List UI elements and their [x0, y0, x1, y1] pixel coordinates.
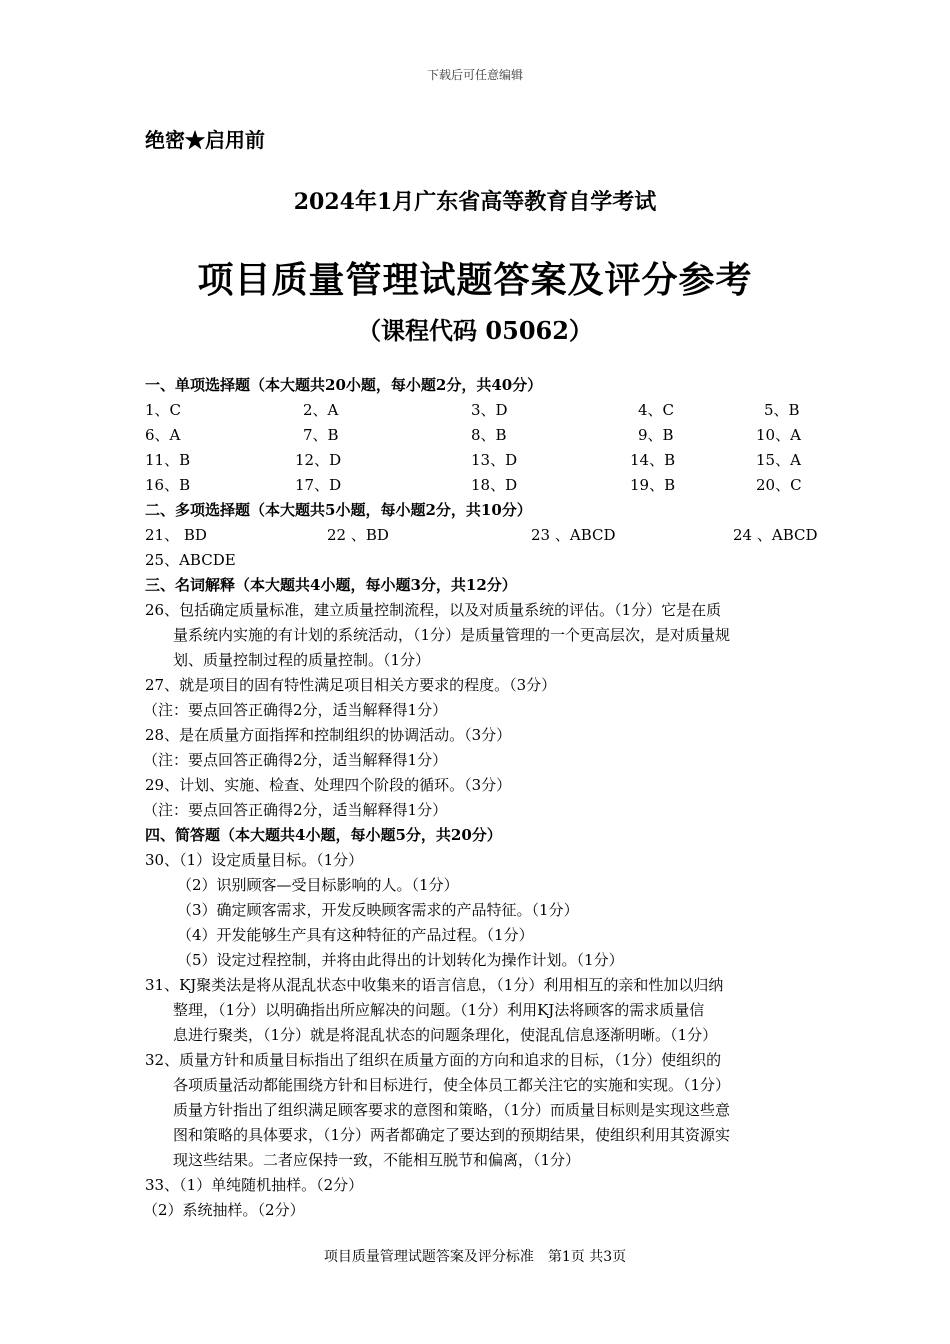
- answer-cell: 15、A: [756, 451, 801, 469]
- answer-cell: 4、C: [638, 401, 675, 419]
- scoring-note: （注：要点回答正确得2分，适当解释得1分）: [143, 701, 448, 719]
- answer-row: [145, 398, 805, 423]
- section-heading-2: 二、多项选择题（本大题共5小题，每小题2分，共10分）: [145, 501, 532, 519]
- answer-line: （2）系统抽样。（2分）: [143, 1201, 305, 1219]
- answer-cell: 3、D: [471, 401, 508, 419]
- answer-cell: 2、A: [303, 401, 339, 419]
- answer-row: [145, 523, 818, 548]
- answer-cell: 10、A: [756, 426, 801, 444]
- answer-line: 27、就是项目的固有特性满足项目相关方要求的程度。（3分）: [145, 676, 557, 694]
- confidential-label: 绝密★启用前: [145, 128, 265, 152]
- answer-line: （5）设定过程控制，并将由此得出的计划转化为操作计划。（1分）: [177, 951, 624, 969]
- answer-cell: 5、B: [764, 401, 800, 419]
- exam-title: 2024年1月广东省高等教育自学考试: [293, 189, 657, 215]
- answer-cell: 6、A: [145, 426, 181, 444]
- answer-cell: 14、B: [630, 451, 676, 469]
- answer-cell: 11、B: [145, 451, 191, 469]
- answer-line: （3）确定顾客需求，开发反映顾客需求的产品特征。（1分）: [177, 901, 579, 919]
- answer-line: 26、包括确定质量标准，建立质量控制流程，以及对质量系统的评估。（1分）它是在质: [145, 601, 722, 619]
- section-heading-4: 四、简答题（本大题共4小题，每小题5分，共20分）: [145, 826, 502, 844]
- answer-line: 整理，（1分）以明确指出所应解决的问题。（1分）利用KJ法将顾客的需求质量信: [173, 1001, 705, 1019]
- answer-cell: 19、B: [630, 476, 676, 494]
- section-heading-3: 三、名词解释（本大题共4小题，每小题3分，共12分）: [145, 576, 517, 594]
- answer-line: 质量方针指出了组织满足顾客要求的意图和策略，（1分）而质量目标则是实现这些意: [173, 1101, 731, 1119]
- answer-cell: 16、B: [145, 476, 191, 494]
- answer-cell: 9、B: [638, 426, 674, 444]
- answer-cell: 21、 BD: [145, 526, 207, 544]
- answer-cell: 20、C: [756, 476, 802, 494]
- main-title: 项目质量管理试题答案及评分参考: [197, 259, 753, 301]
- answer-body: [143, 373, 818, 1223]
- scoring-note: （注：要点回答正确得2分，适当解释得1分）: [143, 751, 448, 769]
- answer-line: 33、（1）单纯随机抽样。（2分）: [145, 1176, 364, 1194]
- answer-line: 31、KJ聚类法是将从混乱状态中收集来的语言信息，（1分）利用相互的亲和性加以归纳: [145, 976, 724, 994]
- answer-line: 图和策略的具体要求，（1分）两者都确定了要达到的预期结果，使组织利用其资源实: [173, 1126, 731, 1144]
- scoring-note: （注：要点回答正确得2分，适当解释得1分）: [143, 801, 448, 819]
- answer-line: 量系统内实施的有计划的系统活动，（1分）是质量管理的一个更高层次，是对质量规: [173, 626, 731, 644]
- answer-cell: 13、D: [471, 451, 518, 469]
- answer-line: 划、质量控制过程的质量控制。（1分）: [173, 651, 431, 669]
- answer-cell: 18、D: [471, 476, 518, 494]
- course-code: （课程代码 05062）: [357, 316, 593, 345]
- answer-row: [145, 448, 805, 473]
- answer-cell: 8、B: [471, 426, 507, 444]
- answer-cell: 7、B: [303, 426, 339, 444]
- answer-cell: 23 、ABCD: [531, 526, 616, 544]
- answer-row: [145, 423, 805, 448]
- answer-line: （2）识别顾客—受目标影响的人。（1分）: [177, 876, 459, 894]
- answer-line: 25、ABCDE: [145, 551, 236, 569]
- page-footer: 项目质量管理试题答案及评分标准 第1页 共3页: [323, 1249, 627, 1265]
- answer-line: （4）开发能够生产具有这种特征的产品过程。（1分）: [177, 926, 534, 944]
- header-note: 下载后可任意编辑: [426, 68, 523, 82]
- answer-row: [145, 473, 805, 498]
- section-heading-1: 一、单项选择题（本大题共20小题，每小题2分，共40分）: [145, 376, 543, 394]
- answer-cell: 17、D: [295, 476, 342, 494]
- answer-line: 28、是在质量方面指挥和控制组织的协调活动。（3分）: [145, 726, 512, 744]
- answer-line: 现这些结果。二者应保持一致，不能相互脱节和偏离，（1分）: [173, 1151, 581, 1169]
- answer-cell: 1、C: [145, 401, 182, 419]
- answer-line: 各项质量活动都能围绕方针和目标进行，使全体员工都关注它的实施和实现。（1分）: [173, 1076, 731, 1094]
- answer-line: 32、质量方针和质量目标指出了组织在质量方面的方向和追求的目标，（1分）使组织的: [145, 1051, 722, 1069]
- answer-line: 息进行聚类，（1分）就是将混乱状态的问题条理化，使混乱信息逐渐明晰。（1分）: [173, 1026, 718, 1044]
- answer-cell: 24 、ABCD: [733, 526, 818, 544]
- answer-line: 30、（1）设定质量目标。（1分）: [145, 851, 364, 869]
- answer-cell: 22 、BD: [327, 526, 389, 544]
- answer-cell: 12、D: [295, 451, 342, 469]
- answer-line: 29、计划、实施、检查、处理四个阶段的循环。（3分）: [145, 776, 512, 794]
